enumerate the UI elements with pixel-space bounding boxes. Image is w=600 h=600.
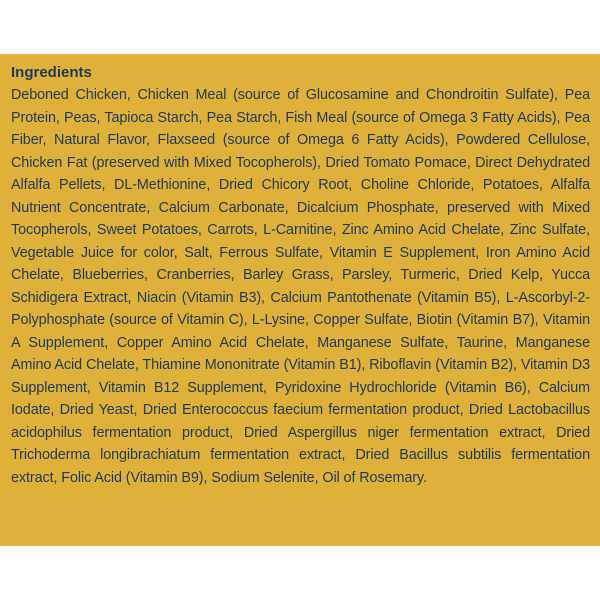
ingredients-panel — [0, 54, 600, 546]
ingredients-list-text: Deboned Chicken, Chicken Meal (source of Glucosamine and Chondroitin Sulfate), Pea Protein, Peas, Tapioca Starch, Pea Starch, Fish Meal (source of Omega 3 Fatty Acids), Pea Fiber, Natural Flavor, Flaxseed (source of Omega 6 Fatty Acids), Powdered Cellulose, Chicken Fat (preserved with Mixed Tocopherols), Dried Tomato Pomace, Direct Dehydrated Alfalfa Pellets, DL-Methionine, Dried Chicory Root, Choline Chloride, Potatoes, Alfalfa Nutrient Concentrate, Calcium Carbonate, Dicalcium Phosphate, preserved with Mixed Tocopherols, Sweet Potatoes, Carrots, L-Carnitine, Zinc Amino Acid Chelate, Zinc Sulfate, Vegetable Juice for color, Salt, Ferrous Sulfate, Vitamin E Supplement, Iron Amino Acid Chelate, Blueberries, Cranberries, Barley Grass, Parsley, Turmeric, Dried Kelp, Yucca Schidigera Extract, Niacin (Vitamin B3), Calcium Pantothenate (Vitamin B5), L-Ascorbyl-2-Polyphosphate (source of Vitamin C), L-Lysine, Copper Sulfate, Biotin (Vitamin B7), Vitamin A Supplement, Copper Amino Acid Chelate, Manganese Sulfate, Taurine, Manganese Amino Acid Chelate, Thiamine Mononitrate (Vitamin B1), Riboflavin (Vitamin B2), Vitamin D3 Supplement, Vitamin B12 Supplement, Pyridoxine Hydrochloride (Vitamin B6), Calcium Iodate, Dried Yeast, Dried Enterococcus faecium fermentation product, Dried Lactobacillus acidophilus fermentation product, Dried Aspergillus niger fermentation extract, Dried Trichoderma longibrachiatum fermentation extract, Dried Bacillus subtilis fermentation extract, Folic Acid (Vitamin B9), Sodium Selenite, Oil of Rosemary. — [11, 87, 590, 486]
ingredients-heading: Ingredients — [11, 64, 92, 81]
